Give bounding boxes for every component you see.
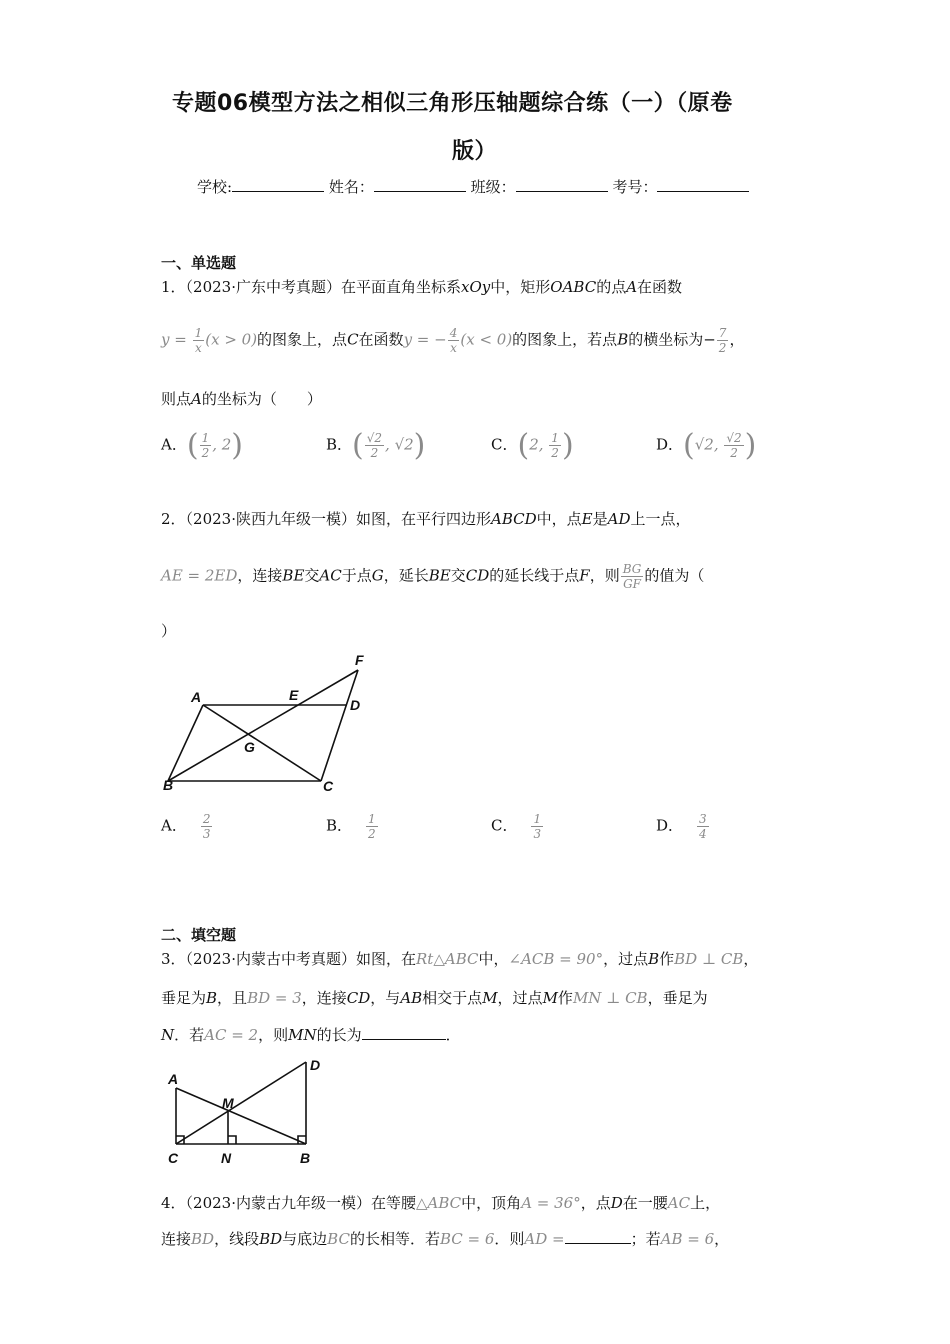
q1-line1 xyxy=(161,276,682,297)
q1-text: 则点 xyxy=(161,390,192,408)
q2-option-d[interactable]: D． $\frac{3}{4}$ xyxy=(656,812,707,841)
q2-option-a[interactable]: A． $\frac{2}{3}$ xyxy=(161,812,211,841)
q3-line-ab xyxy=(176,1088,306,1144)
q2-parallelogram-figure xyxy=(155,648,375,798)
q1-point-a: A xyxy=(191,390,202,408)
q3-label-b: B xyxy=(300,1150,311,1166)
q1-point-a: A xyxy=(626,278,638,296)
q3-line1: 3．（2023·内蒙古中考真题）如图，在Rt△ABC中，∠ACB = 90°，过点B作BD ⊥ CB， xyxy=(161,950,759,968)
q1-point-c: C xyxy=(347,330,359,349)
q2-label-e: E xyxy=(289,687,299,703)
q4-line1: 4．（2023·内蒙古九年级一模）在等腰△ABC中，顶角A = 36°，点D在一腰AC上， xyxy=(161,1194,721,1212)
q4-line2: 连接BD，线段BD与底边BC的长相等．若BC = 6．则AD = ；若AB = 6， xyxy=(161,1230,730,1248)
page-title-line2: 版） xyxy=(452,139,498,164)
q3-right-angle-n xyxy=(228,1136,236,1144)
q1-func2-frac: $\frac{4}{x}$ xyxy=(449,326,458,355)
q2-label-g: G xyxy=(244,739,255,755)
q1-func2-cond: (x < 0) xyxy=(460,330,513,349)
q2-line1: 2．（2023·陕西九年级一模）如图，在平行四边形ABCD中，点E是AD上一点， xyxy=(161,510,691,528)
q1-text: 的坐标为（ ） xyxy=(201,390,322,408)
class-label: 班级： xyxy=(470,178,516,196)
q3-label-d: D xyxy=(310,1057,321,1073)
q3-triangle-figure xyxy=(160,1052,340,1170)
q2-line-bf xyxy=(168,670,361,781)
q1-line3 xyxy=(161,388,322,409)
exam-no-label: 考号： xyxy=(612,178,658,196)
q2-option-b[interactable]: B． $\frac{1}{2}$ xyxy=(326,812,376,841)
q2-label-f: F xyxy=(355,652,364,668)
q2-line-cf xyxy=(321,670,361,781)
q2-label-d: D xyxy=(350,697,361,713)
q4-answer-blank-1[interactable] xyxy=(565,1229,631,1244)
q2-label-b: B xyxy=(163,777,174,793)
name-blank[interactable] xyxy=(374,177,466,192)
q1-xoy: xOy xyxy=(461,278,491,296)
q2-line-ab xyxy=(168,705,203,781)
q2-line3: ） xyxy=(161,622,177,640)
q3-label-n: N xyxy=(221,1150,232,1166)
q1-text: 的横坐标为− xyxy=(628,330,716,349)
q1-line2 xyxy=(161,326,744,355)
section-heading-fill-blank: 二、填空题 xyxy=(161,926,237,944)
page-title-line1: 专题06模型方法之相似三角形压轴题综合练（一）（原卷 xyxy=(172,91,733,116)
q3-answer-blank[interactable] xyxy=(362,1025,446,1040)
q3-line3: N．若AC = 2，则MN的长为 ． xyxy=(161,1026,461,1044)
name-label: 姓名： xyxy=(328,178,374,196)
q1-text: 在函数 xyxy=(358,330,404,349)
q2-line-ac xyxy=(203,705,321,781)
q1-text: 中，矩形 xyxy=(490,278,551,296)
school-label: 学校: xyxy=(197,178,233,196)
q1-option-d[interactable]: D．(√2, $\frac{√2}{2}$ ) xyxy=(656,428,757,463)
student-info-row xyxy=(197,176,749,197)
q1-text: 的图象上，若点 xyxy=(512,330,618,349)
q2-label-a: A xyxy=(191,689,202,705)
q1-source: （2023·广东中考真题） xyxy=(185,278,341,296)
q1-text: 的点 xyxy=(596,278,627,296)
q3-label-a: A xyxy=(168,1071,179,1087)
q3-label-m: M xyxy=(222,1095,234,1111)
q1-oabc: OABC xyxy=(550,278,597,296)
q1-func1-cond: (x > 0) xyxy=(205,330,258,349)
q2-label-c: C xyxy=(323,778,334,794)
q1-text: 在函数 xyxy=(637,278,683,296)
q1-number: 1． xyxy=(161,278,186,296)
q1-func1-prefix: y = xyxy=(161,330,192,349)
school-blank[interactable] xyxy=(232,177,324,192)
q1-func1-frac: $\frac{1}{x}$ xyxy=(194,326,203,355)
q1-option-b[interactable]: B．( $\frac{√2}{2}$ , √2) xyxy=(326,428,426,463)
q3-label-c: C xyxy=(168,1150,179,1166)
q2-line2: AE = 2ED，连接BE交AC于点G，延长BE交CD的延长线于点F，则 $\frac{BG}{GF}$ 的值为（ xyxy=(161,562,705,591)
q2-option-c[interactable]: C． $\frac{1}{3}$ xyxy=(491,812,542,841)
q3-line2: 垂足为B，且BD = 3，连接CD，与AB相交于点M，过点M作MN ⊥ CB，垂足为 xyxy=(161,989,708,1007)
q1-func2-prefix: y = − xyxy=(403,330,447,349)
q1-option-a[interactable]: A．( $\frac{1}{2}$ , 2) xyxy=(161,428,244,463)
q2-equation: AE = 2ED xyxy=(161,566,238,585)
q1-text: ， xyxy=(729,330,745,349)
q1-bx-frac: $\frac{7}{2}$ xyxy=(718,326,727,355)
q1-option-c[interactable]: C．(2, $\frac{1}{2}$ ) xyxy=(491,428,574,463)
class-blank[interactable] xyxy=(516,177,608,192)
q2-ratio-frac: $\frac{BG}{GF}$ xyxy=(622,562,642,591)
q1-text: 的图象上，点 xyxy=(257,330,348,349)
q1-point-b: B xyxy=(617,330,629,349)
exam-no-blank[interactable] xyxy=(657,177,749,192)
q3-line-cd xyxy=(176,1062,306,1144)
q1-text: 在平面直角坐标系 xyxy=(341,278,462,296)
section-heading-single-choice: 一、单选题 xyxy=(161,254,237,272)
